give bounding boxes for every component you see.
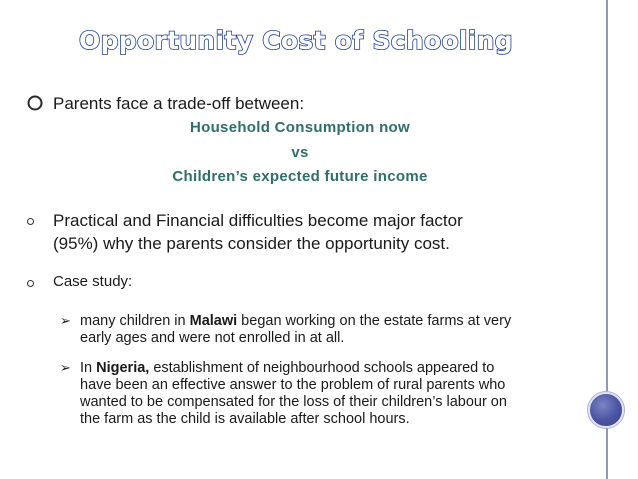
decorative-circle (588, 392, 624, 428)
sub2-line1: In Nigeria, establishment of neighbourhood schools appeared to (80, 360, 495, 376)
circle-bullet-icon (27, 218, 34, 225)
circle-bullet-icon (27, 280, 34, 287)
point2-line2: (95%) why the parents consider the opportunity cost. (53, 234, 450, 253)
point2-line1: Practical and Financial difficulties become major factor (53, 211, 463, 230)
consumption-now: Household Consumption now (190, 119, 410, 136)
sub2-line2: have been an effective answer to the problem of rural parents who (80, 377, 506, 393)
slide-title: Opportunity Cost of Schooling (79, 26, 513, 55)
future-income: Children’s expected future income (172, 168, 428, 185)
sub1-line1: many children in Malawi began working on the estate farms at very (80, 313, 512, 329)
point3-text: Case study: (53, 273, 133, 290)
sub2-line3: wanted to be compensated for the loss of their children’s labour on (80, 394, 507, 410)
ring-bullet-icon (26, 94, 44, 112)
sub1-line2: early ages and were not enrolled in at all. (80, 330, 345, 346)
point1-text: Parents face a trade-off between: (53, 94, 305, 113)
arrow-bullet-icon: ➢ (60, 360, 71, 375)
arrow-bullet-icon: ➢ (60, 313, 71, 328)
sub2-line4: the farm as the child is available after school hours. (80, 411, 410, 427)
versus-label: vs (291, 144, 309, 161)
